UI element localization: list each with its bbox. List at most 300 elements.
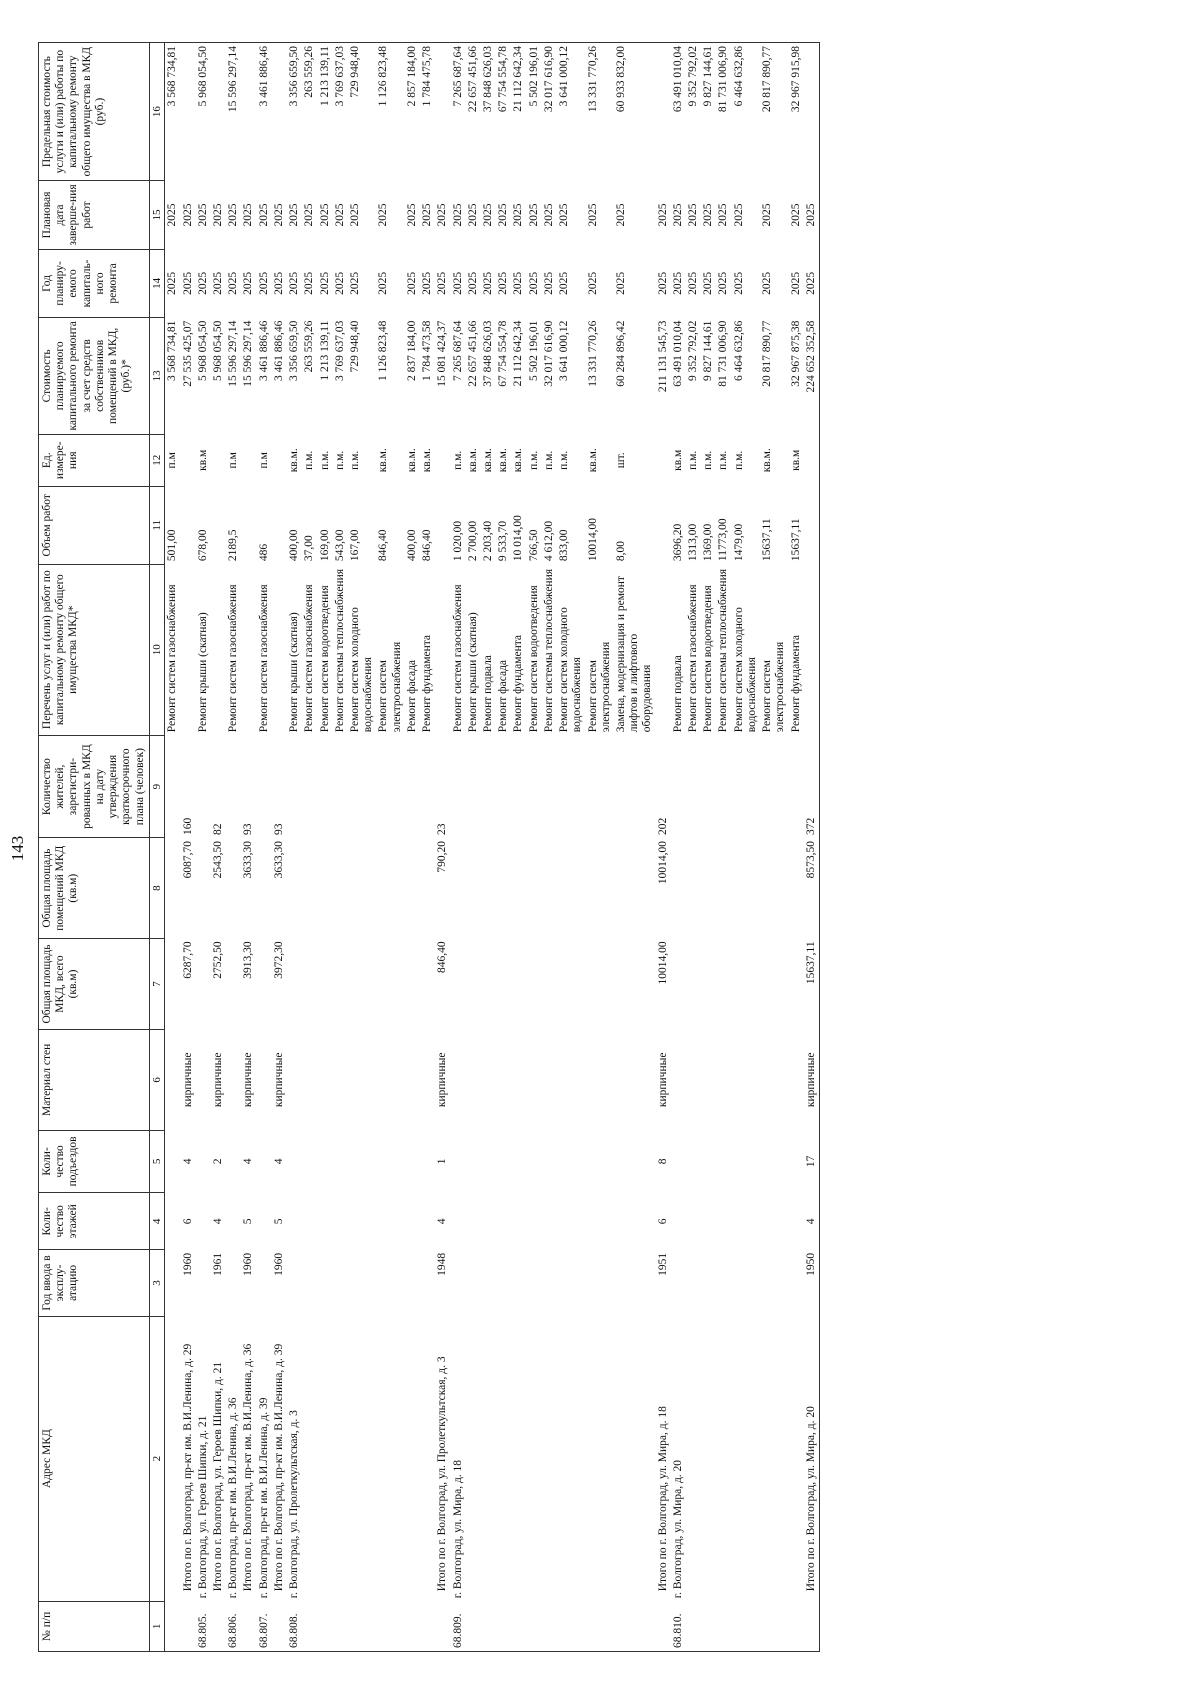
table-row — [420, 43, 435, 1652]
repair-year-cell: 2025 — [196, 271, 209, 295]
residents-cell — [451, 735, 466, 838]
year-built-cell — [760, 1250, 788, 1316]
entrances-cell: 17 — [804, 1130, 820, 1193]
repair-year-cell: 2025 — [481, 271, 494, 295]
residents-cell — [527, 735, 542, 838]
work-type-cell: Ремонт крыши (скатная) — [466, 612, 479, 733]
header-cell: № п/п — [39, 1601, 150, 1651]
completion-date-cell: 2025 — [349, 203, 362, 227]
work-type-cell: Ремонт крыши (скатная) — [196, 612, 209, 733]
completion-date-cell: 2025 — [466, 203, 479, 227]
column-number: 7 — [149, 938, 165, 1029]
address-cell — [481, 1316, 496, 1601]
work-volume-cell: 4 612,00 — [542, 520, 555, 562]
unit-cell: п.м. — [349, 450, 362, 470]
header-cell: Адрес МКД — [39, 1316, 150, 1601]
total-area-cell: 3913,30 — [242, 941, 255, 979]
residents-cell — [542, 735, 557, 838]
completion-date-cell: 2025 — [671, 203, 684, 227]
completion-date-cell: 2025 — [181, 203, 194, 227]
residents-cell — [671, 735, 686, 838]
work-type-cell: Ремонт систем холодного водоснабжения — [349, 607, 375, 733]
owner-funded-cost-cell: 3 769 637,03 — [333, 320, 346, 382]
column-number: 13 — [149, 318, 165, 434]
total-area-cell — [318, 938, 333, 1029]
repair-year-cell: 2025 — [181, 271, 194, 295]
repair-year-cell: 2025 — [405, 271, 418, 295]
work-volume-cell: 2 203,40 — [481, 520, 494, 562]
header-cell: Ед. измере-ния — [39, 434, 150, 486]
residents-cell — [165, 735, 181, 838]
work-volume-cell: 10 014,00 — [512, 515, 525, 562]
unit-cell: кв.м. — [512, 448, 525, 473]
residents-cell — [586, 735, 614, 838]
row-number-cell — [511, 1601, 526, 1651]
row-number-cell — [732, 1601, 760, 1651]
work-volume-cell: 11773,00 — [717, 518, 730, 562]
work-volume-cell: 846,40 — [421, 529, 434, 562]
year-built-cell — [420, 1250, 435, 1316]
unit-cell: п.м — [257, 452, 270, 469]
row-number-cell: 68.807. — [257, 1601, 272, 1651]
repair-year-cell: 2025 — [333, 271, 346, 295]
owner-funded-cost-cell: 3 461 886,46 — [272, 320, 285, 382]
work-type-cell: Ремонт системы теплоснабжения — [333, 568, 346, 733]
column-number: 4 — [149, 1193, 165, 1250]
address-cell: г. Волгоград, ул. Пролеткультская, д. 3 — [288, 1410, 301, 1599]
work-volume-cell: 1313,00 — [687, 523, 700, 562]
completion-date-cell: 2025 — [227, 203, 240, 227]
address-cell — [614, 1316, 656, 1601]
repair-year-cell: 2025 — [421, 271, 434, 295]
repair-year-cell: 2025 — [614, 271, 627, 295]
wall-material-cell — [716, 1030, 731, 1130]
header-cell: Объем работ — [39, 487, 150, 565]
work-volume-cell: 1369,00 — [702, 523, 715, 562]
row-number-cell — [481, 1601, 496, 1651]
entrances-cell: 4 — [242, 1158, 255, 1165]
entrances-cell: 2 — [212, 1158, 225, 1165]
wall-material-cell — [466, 1030, 481, 1130]
owner-funded-cost-cell: 1 784 473,58 — [421, 320, 434, 382]
unit-cell: п.м. — [318, 450, 331, 470]
floors-cell — [348, 1193, 376, 1250]
entrances-cell — [302, 1130, 317, 1193]
floors-cell — [318, 1193, 333, 1250]
repair-year-cell: 2025 — [671, 271, 684, 295]
completion-date-cell: 2025 — [542, 203, 555, 227]
entrances-cell — [542, 1130, 557, 1193]
owner-funded-cost-cell: 2 837 184,00 — [405, 320, 418, 382]
floors-cell — [376, 1193, 404, 1250]
column-number: 3 — [149, 1250, 165, 1316]
entrances-cell — [614, 1130, 656, 1193]
row-number-cell — [466, 1601, 481, 1651]
work-volume-cell — [211, 487, 226, 565]
max-cost-cell: 5 968 054,50 — [196, 43, 211, 181]
wall-material-cell — [376, 1030, 404, 1130]
entrances-cell: 1 — [436, 1158, 449, 1165]
total-area-cell — [481, 938, 496, 1029]
row-number-cell: 68.806. — [226, 1601, 241, 1651]
address-cell — [701, 1316, 716, 1601]
max-cost-cell: 22 657 451,66 — [466, 43, 481, 181]
entrances-cell — [557, 1130, 585, 1193]
premises-area-cell: 790,20 — [436, 840, 449, 873]
address-cell: Итого по г. Волгоград, пр-кт им. В.И.Ленина, д. 29 — [181, 1343, 194, 1592]
entrances-cell — [466, 1130, 481, 1193]
premises-area-cell — [376, 838, 404, 938]
work-volume-cell: 400,00 — [288, 529, 301, 562]
header-cell: Количество жителей, зарегистри-рованных в МКД на дату утверждения краткосрочного плана (человек) — [39, 735, 150, 838]
max-cost-cell: 3 568 734,81 — [165, 43, 181, 181]
work-type-cell — [181, 564, 196, 735]
total-area-cell: 3972,30 — [272, 941, 285, 979]
year-built-cell — [466, 1250, 481, 1316]
row-number-cell — [211, 1601, 226, 1651]
completion-date-cell: 2025 — [272, 203, 285, 227]
work-volume-cell: 169,00 — [318, 529, 331, 562]
year-built-cell — [333, 1250, 348, 1316]
year-built-cell — [732, 1250, 760, 1316]
work-type-cell — [211, 564, 226, 735]
completion-date-cell: 2025 — [527, 203, 540, 227]
floors-cell: 6 — [656, 1218, 669, 1225]
unit-cell — [241, 434, 256, 486]
total-area-cell — [466, 938, 481, 1029]
work-type-cell — [435, 564, 450, 735]
year-built-cell: 1950 — [804, 1250, 820, 1316]
column-number: 10 — [149, 564, 165, 735]
repair-year-cell: 2025 — [717, 271, 730, 295]
total-area-cell — [226, 938, 241, 1029]
entrances-cell: 8 — [656, 1158, 669, 1165]
year-built-cell: 1960 — [272, 1252, 285, 1276]
work-volume-cell: 1 020,00 — [451, 520, 464, 562]
total-area-cell — [760, 938, 788, 1029]
address-cell: г. Волгоград, пр-кт им. В.И.Ленина, д. 36 — [227, 1397, 240, 1599]
completion-date-cell: 2025 — [656, 203, 669, 227]
table-row — [542, 43, 557, 1652]
table-row — [333, 43, 348, 1652]
row-number-cell — [241, 1601, 256, 1651]
work-volume-cell: 15637,11 — [761, 518, 774, 562]
work-type-cell — [804, 564, 820, 735]
owner-funded-cost-cell: 9 827 144,61 — [702, 320, 715, 382]
wall-material-cell — [557, 1030, 585, 1130]
entrances-cell — [257, 1130, 272, 1193]
table-row — [614, 43, 656, 1652]
work-type-cell: Ремонт подвала — [481, 655, 494, 733]
table-row — [716, 43, 731, 1652]
unit-cell — [804, 434, 820, 486]
premises-area-cell: 3633,30 — [272, 840, 285, 879]
max-cost-cell — [435, 43, 450, 181]
row-number-cell — [527, 1601, 542, 1651]
table-row — [287, 43, 302, 1652]
table-row — [527, 43, 542, 1652]
entrances-cell — [420, 1130, 435, 1193]
column-number: 1 — [149, 1601, 165, 1651]
page-number: 143 — [8, 835, 27, 862]
max-cost-cell: 13 331 770,26 — [586, 43, 614, 181]
work-type-cell — [272, 564, 287, 735]
max-cost-cell: 6 464 632,86 — [732, 43, 760, 181]
completion-date-cell: 2025 — [761, 203, 774, 227]
owner-funded-cost-cell: 27 535 425,07 — [181, 320, 194, 387]
residents-cell — [614, 735, 656, 838]
unit-cell: п.м. — [732, 450, 745, 470]
floors-cell — [542, 1193, 557, 1250]
row-number-cell — [333, 1601, 348, 1651]
max-cost-cell: 32 017 616,90 — [542, 43, 557, 181]
owner-funded-cost-cell: 263 559,26 — [303, 320, 316, 373]
wall-material-cell — [760, 1030, 788, 1130]
residents-cell — [557, 735, 585, 838]
owner-funded-cost-cell: 1 126 823,48 — [377, 320, 390, 382]
year-built-cell — [451, 1250, 466, 1316]
header-cell: Перечень услуг и (или) работ по капитальному ремонту общего имущества МКД* — [39, 564, 150, 735]
wall-material-cell — [165, 1030, 181, 1130]
address-cell — [686, 1316, 701, 1601]
address-cell — [405, 1316, 420, 1601]
premises-area-cell — [686, 838, 701, 938]
entrances-cell — [318, 1130, 333, 1193]
capital-repair-table — [38, 42, 820, 1652]
header-cell: Материал стен — [39, 1030, 150, 1130]
owner-funded-cost-cell: 3 461 886,46 — [257, 320, 270, 382]
residents-cell — [466, 735, 481, 838]
wall-material-cell — [732, 1030, 760, 1130]
row-number-cell — [760, 1601, 788, 1651]
repair-year-cell: 2025 — [789, 271, 802, 295]
year-built-cell — [496, 1250, 511, 1316]
premises-area-cell — [789, 838, 804, 938]
year-built-cell — [789, 1250, 804, 1316]
row-number-cell: 68.810. — [671, 1601, 686, 1651]
residents-cell: 202 — [656, 817, 669, 835]
total-area-cell — [376, 938, 404, 1029]
residents-cell: 93 — [242, 823, 255, 835]
work-volume-cell: 501,00 — [166, 529, 179, 562]
total-area-cell — [586, 938, 614, 1029]
wall-material-cell — [348, 1030, 376, 1130]
year-built-cell — [196, 1250, 211, 1316]
row-number-cell — [348, 1601, 376, 1651]
residents-cell — [496, 735, 511, 838]
year-built-cell — [481, 1250, 496, 1316]
owner-funded-cost-cell: 3 641 000,12 — [558, 320, 571, 382]
work-type-cell: Ремонт подвала — [671, 655, 684, 733]
work-volume-cell — [272, 487, 287, 565]
premises-area-cell: 10014,00 — [656, 840, 669, 885]
repair-year-cell: 2025 — [288, 271, 301, 295]
unit-cell: п.м. — [687, 450, 700, 470]
work-type-cell: Ремонт систем газоснабжения — [451, 584, 464, 733]
table-row — [701, 43, 716, 1652]
address-cell: Итого по г. Волгоград, ул. Пролеткультская, д. 3 — [436, 1356, 449, 1592]
entrances-cell — [586, 1130, 614, 1193]
entrances-cell — [686, 1130, 701, 1193]
max-cost-cell: 5 502 196,01 — [527, 43, 542, 181]
work-type-cell: Ремонт фасада — [497, 659, 510, 733]
floors-cell — [614, 1193, 656, 1250]
work-volume-cell: 8,00 — [614, 540, 627, 562]
max-cost-cell: 15 596 297,14 — [226, 43, 241, 181]
address-cell — [511, 1316, 526, 1601]
owner-funded-cost-cell: 224 652 352,58 — [804, 318, 820, 434]
residents-cell — [481, 735, 496, 838]
wall-material-cell — [542, 1030, 557, 1130]
wall-material-cell — [405, 1030, 420, 1130]
entrances-cell — [760, 1130, 788, 1193]
total-area-cell — [165, 938, 181, 1029]
owner-funded-cost-cell: 60 284 896,42 — [614, 320, 627, 387]
work-type-cell: Ремонт систем водоотведения — [527, 585, 540, 733]
year-built-cell — [287, 1250, 302, 1316]
residents-cell — [287, 735, 302, 838]
unit-cell: шт. — [614, 452, 627, 469]
wall-material-cell — [511, 1030, 526, 1130]
residents-cell — [789, 735, 804, 838]
completion-date-cell: 2025 — [288, 203, 301, 227]
residents-cell: 372 — [804, 735, 820, 838]
work-type-cell: Ремонт систем газоснабжения — [227, 584, 240, 733]
total-area-cell — [557, 938, 585, 1029]
table-row — [257, 43, 272, 1652]
table-row — [496, 43, 511, 1652]
work-type-cell — [241, 564, 256, 735]
repair-year-cell: 2025 — [436, 271, 449, 295]
max-cost-cell — [181, 43, 196, 181]
repair-year-cell: 2025 — [527, 271, 540, 295]
entrances-cell — [701, 1130, 716, 1193]
owner-funded-cost-cell: 6 464 632,86 — [732, 320, 745, 382]
residents-cell — [226, 735, 241, 838]
year-built-cell — [542, 1250, 557, 1316]
wall-material-cell — [226, 1030, 241, 1130]
total-row — [656, 43, 671, 1652]
entrances-cell — [716, 1130, 731, 1193]
premises-area-cell — [333, 838, 348, 938]
wall-material-cell: кирпичные — [656, 1052, 669, 1108]
unit-cell: кв.м. — [586, 448, 599, 473]
year-built-cell — [511, 1250, 526, 1316]
row-number-cell — [496, 1601, 511, 1651]
year-built-cell — [701, 1250, 716, 1316]
entrances-cell — [405, 1130, 420, 1193]
row-number-cell — [586, 1601, 614, 1651]
total-area-cell: 15637,11 — [804, 938, 820, 1029]
unit-cell: п.м. — [451, 450, 464, 470]
floors-cell: 4 — [212, 1218, 225, 1225]
premises-area-cell — [481, 838, 496, 938]
work-type-cell: Ремонт систем водоотведения — [318, 585, 331, 733]
owner-funded-cost-cell: 37 848 626,03 — [481, 320, 494, 387]
floors-cell: 6 — [181, 1218, 194, 1225]
work-volume-cell — [181, 487, 196, 565]
address-cell: г. Волгоград, ул. Мира, д. 18 — [451, 1459, 464, 1599]
unit-cell: п.м. — [558, 450, 571, 470]
work-volume-cell: 37,00 — [303, 535, 316, 562]
unit-cell: кв.м. — [405, 448, 418, 473]
max-cost-cell: 2 857 184,00 — [405, 43, 420, 181]
address-cell — [760, 1316, 788, 1601]
residents-cell — [257, 735, 272, 838]
repair-year-cell: 2025 — [732, 271, 745, 295]
entrances-cell — [165, 1130, 181, 1193]
repair-year-cell: 2025 — [303, 271, 316, 295]
total-row — [435, 43, 450, 1652]
address-cell — [542, 1316, 557, 1601]
entrances-cell — [732, 1130, 760, 1193]
repair-year-cell: 2025 — [257, 271, 270, 295]
unit-cell: кв.м. — [377, 448, 390, 473]
unit-cell: п.м. — [333, 450, 346, 470]
total-area-cell — [732, 938, 760, 1029]
entrances-cell — [376, 1130, 404, 1193]
year-built-cell — [586, 1250, 614, 1316]
entrances-cell — [481, 1130, 496, 1193]
address-cell — [165, 1316, 181, 1601]
residents-cell — [196, 735, 211, 838]
wall-material-cell — [287, 1030, 302, 1130]
repair-year-cell: 2025 — [377, 271, 390, 295]
repair-year-cell: 2025 — [558, 271, 571, 295]
work-type-cell: Ремонт крыши (скатная) — [288, 612, 301, 733]
floors-cell — [405, 1193, 420, 1250]
completion-date-cell: 2025 — [242, 203, 255, 227]
header-cell: Плановая дата заверше-ния работ — [39, 181, 150, 249]
header-cell: Коли-чество подъездов — [39, 1130, 150, 1193]
entrances-cell — [511, 1130, 526, 1193]
floors-cell — [557, 1193, 585, 1250]
total-area-cell — [333, 938, 348, 1029]
year-built-cell — [557, 1250, 585, 1316]
year-built-cell: 1960 — [181, 1252, 194, 1276]
entrances-cell: 4 — [272, 1158, 285, 1165]
premises-area-cell — [318, 838, 333, 938]
total-area-cell — [196, 938, 211, 1029]
address-cell: г. Волгоград, ул. Мира, д. 20 — [671, 1459, 684, 1599]
residents-cell: 160 — [181, 817, 194, 835]
work-volume-cell: 2 700,00 — [466, 520, 479, 562]
work-volume-cell: 1479,00 — [732, 523, 745, 562]
owner-funded-cost-cell: 5 968 054,50 — [196, 320, 209, 382]
unit-cell: кв.м. — [466, 448, 479, 473]
year-built-cell — [614, 1250, 656, 1316]
total-area-cell — [527, 938, 542, 1029]
premises-area-cell — [348, 838, 376, 938]
work-type-cell: Ремонт фасада — [405, 659, 418, 733]
work-type-cell: Ремонт фундамента — [789, 635, 802, 733]
table-row — [789, 43, 804, 1652]
work-type-cell: Ремонт систем электроснабжения — [761, 641, 787, 733]
total-row — [804, 43, 820, 1652]
work-volume-cell — [241, 487, 256, 565]
address-cell — [732, 1316, 760, 1601]
address-cell: г. Волгоград, ул. Героев Шипки, д. 21 — [196, 1415, 209, 1599]
wall-material-cell — [789, 1030, 804, 1130]
max-cost-cell: 37 848 626,03 — [481, 43, 496, 181]
premises-area-cell: 3633,30 — [242, 840, 255, 879]
address-cell: г. Волгоград, пр-кт им. В.И.Ленина, д. 39 — [257, 1397, 270, 1599]
residents-cell — [511, 735, 526, 838]
table-row — [511, 43, 526, 1652]
address-cell — [420, 1316, 435, 1601]
unit-cell: п.м — [166, 452, 179, 469]
max-cost-cell: 32 967 915,98 — [789, 43, 804, 181]
